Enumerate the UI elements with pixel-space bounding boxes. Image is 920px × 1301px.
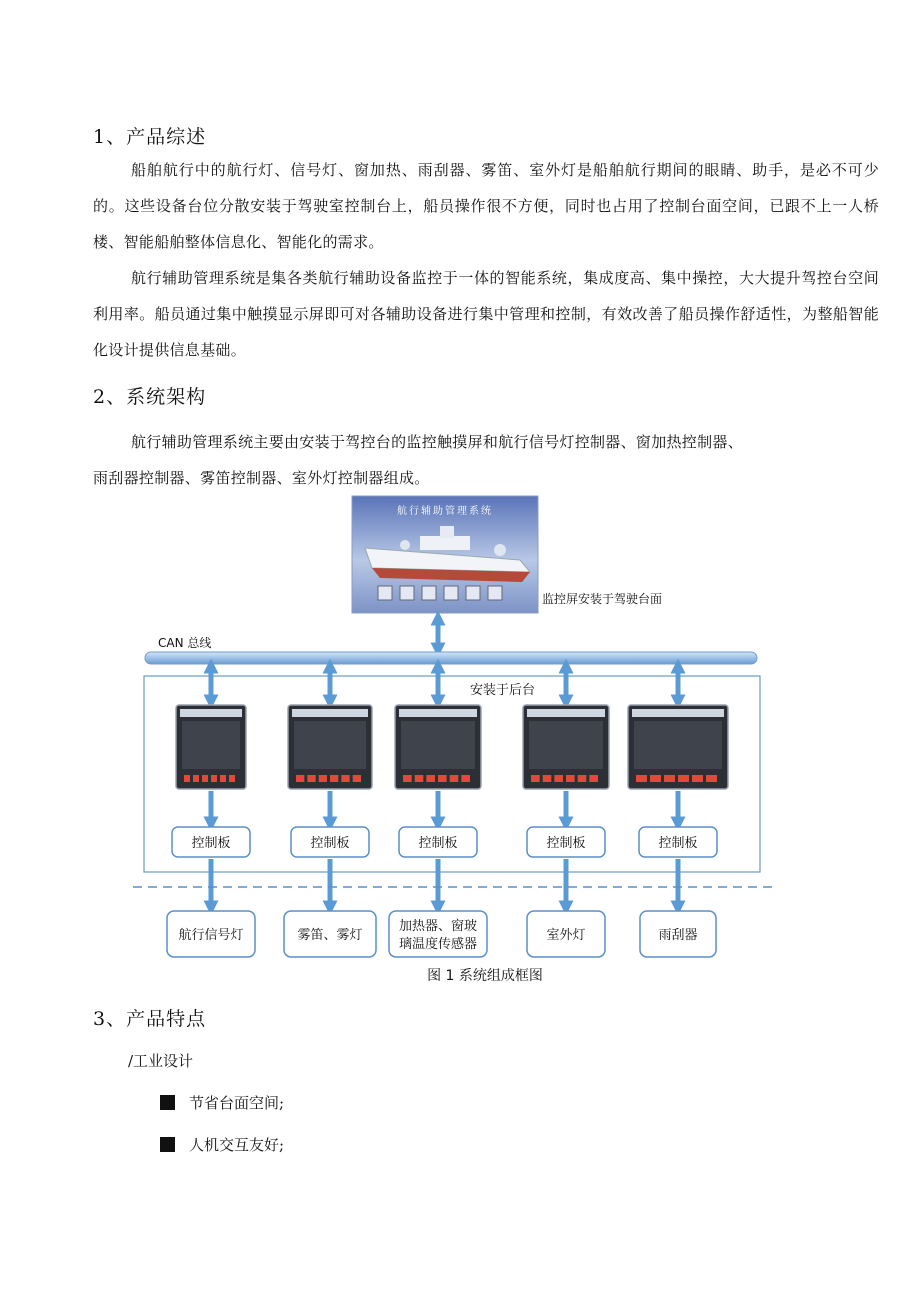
bullet-2-text: 人机交互友好;	[189, 1136, 285, 1154]
device-label: 室外灯	[546, 928, 586, 943]
device-label: 雾笛、雾灯	[297, 928, 363, 943]
controller-display	[401, 721, 475, 769]
system-diagram	[0, 490, 920, 960]
controller-header	[292, 709, 368, 717]
controller-led	[636, 775, 647, 782]
controller-display	[294, 721, 366, 769]
controller-led	[461, 775, 470, 782]
device-label: 加热器、窗玻	[398, 919, 478, 934]
controller-led	[650, 775, 661, 782]
column-1	[167, 666, 255, 957]
controller-display	[634, 721, 722, 769]
column-2	[284, 666, 376, 957]
can-bus	[145, 652, 757, 664]
controller-led	[426, 775, 435, 782]
bullet-square-icon	[160, 1137, 175, 1152]
controller-led	[415, 775, 424, 782]
controller-led	[341, 775, 349, 782]
column-4	[523, 666, 609, 957]
controller-led	[664, 775, 675, 782]
screen-title: 航行辅助管理系统	[397, 506, 493, 517]
controller-led	[531, 775, 540, 782]
controller-header	[399, 709, 477, 717]
controller-led	[450, 775, 459, 782]
controller-led	[229, 775, 235, 782]
figure-caption: 图 1 系统组成框图	[427, 968, 543, 984]
bullet-1	[160, 1092, 284, 1113]
rear-label: 安装于后台	[470, 683, 536, 698]
column-3	[389, 666, 487, 957]
controller-led	[678, 775, 689, 782]
controller-led	[578, 775, 587, 782]
section-3-subtitle: /工业设计	[128, 1052, 194, 1070]
controller-led	[319, 775, 327, 782]
controller-led	[543, 775, 552, 782]
monitor-screen	[352, 496, 538, 613]
control-board-label: 控制板	[310, 836, 350, 851]
controller-led	[307, 775, 315, 782]
controller-led	[353, 775, 361, 782]
section-2-para-line-2: 雨刮器控制器、雾笛控制器、室外灯控制器组成。	[93, 469, 430, 487]
device-label: 璃温度传感器	[398, 937, 478, 952]
controller-led	[220, 775, 226, 782]
controller-header	[527, 709, 605, 717]
controller-led	[566, 775, 575, 782]
control-board-label: 控制板	[658, 836, 698, 851]
section-2-title: 2、系统架构	[93, 386, 207, 408]
controller-led	[438, 775, 447, 782]
controller-led	[589, 775, 598, 782]
controller-led	[211, 775, 217, 782]
bullet-square-icon	[160, 1095, 175, 1110]
device-label: 航行信号灯	[178, 928, 244, 943]
controller-led	[296, 775, 304, 782]
controller-led	[330, 775, 338, 782]
section-2-para-line-1: 航行辅助管理系统主要由安装于驾控台的监控触摸屏和航行信号灯控制器、窗加热控制器、	[131, 433, 744, 451]
controller-led	[193, 775, 199, 782]
controller-led	[554, 775, 563, 782]
screen-label: 监控屏安装于驾驶台面	[542, 592, 663, 606]
device-label: 雨刮器	[658, 928, 698, 943]
controller-led	[706, 775, 717, 782]
controller-led	[692, 775, 703, 782]
column-5	[628, 666, 728, 957]
controller-header	[180, 709, 242, 717]
controller-led	[184, 775, 190, 782]
controller-led	[403, 775, 412, 782]
section-3-title: 3、产品特点	[93, 1008, 207, 1030]
bullet-2	[160, 1134, 284, 1155]
controller-display	[182, 721, 240, 769]
control-board-label: 控制板	[418, 836, 458, 851]
control-board-label: 控制板	[191, 836, 231, 851]
section-1-para-1: 船舶航行中的航行灯、信号灯、窗加热、雨刮器、雾笛、室外灯是船舶航行期间的眼睛、助手，是必不可少的。这些设备台位分散安装于驾驶室控制台上，船员操作很不方便，同时也占用了控制台面空间，已跟不上一人桥楼、智能船舶整体信息化、智能化的需求。	[93, 161, 879, 251]
bus-label: CAN 总线	[158, 636, 212, 650]
controller-display	[529, 721, 603, 769]
section-1-para-2: 航行辅助管理系统是集各类航行辅助设备监控于一体的智能系统，集成度高、集中操控，大大提升驾控台空间利用率。船员通过集中触摸显示屏即可对各辅助设备进行集中管理和控制，有效改善了船员操作舒适性，为整船智能化设计提供信息基础。	[93, 269, 879, 359]
controller-led	[202, 775, 208, 782]
controller-header	[632, 709, 724, 717]
section-1-title: 1、产品综述	[93, 126, 207, 148]
control-board-label: 控制板	[546, 836, 586, 851]
bullet-1-text: 节省台面空间;	[189, 1094, 285, 1112]
